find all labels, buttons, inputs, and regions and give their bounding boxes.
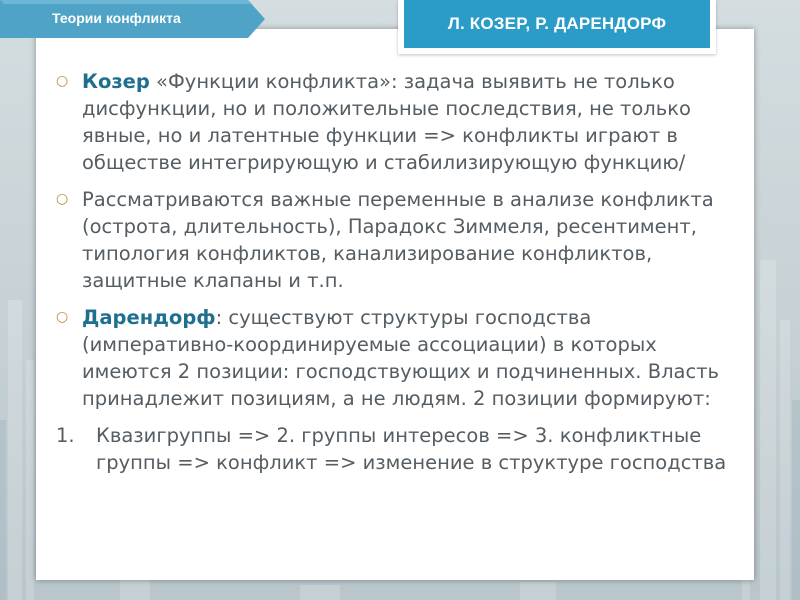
title-box [398,0,716,54]
numbered-item-text: Квазигруппы => 2. группы интересов => 3. конфликтные группы => конфликт => изменение в структуре господства [96,424,727,474]
section-tab-label: Теории конфликта [52,10,181,26]
numbered-item-number: 1. [56,424,75,447]
bullet-text: «Функции конфликта»: задача выявить не только дисфункции, но и положительные последствия, не только явные, но и латентные функции => конфликты играют в обществе интегрирующую и стабилизирующую функцию/ [82,70,691,174]
bullet-term: Дарендорф [82,306,216,329]
bullet-text: Рассматриваются важные переменные в анализе конфликта (острота, длительность), Парадокс Зиммеля, ресентимент, типология конфликтов, канализирование конфликтов, защитные клапаны и т.п. [82,188,714,292]
bullet-circle-icon: ○ [56,309,69,325]
bullet-term: Козер [82,70,150,93]
title-banner [404,0,710,48]
slide-title: Л. КОЗЕР, Р. ДАРЕНДОРФ [447,14,667,33]
section-tab [0,0,265,38]
slide-content [56,68,746,476]
bullet-circle-icon: ○ [56,73,69,89]
bullet-text: : существуют структуры господства (императивно-координируемые ассоциации) в которых имеются 2 позиции: господствующих и подчиненных. Власть принадлежит позициям, а не людям. 2 позиции формируют: [82,306,720,410]
bullet-item-dahrendorf [56,304,746,412]
bullet-circle-icon: ○ [56,191,69,207]
bullet-item-koser [56,68,746,176]
bullet-item-variables [56,186,746,294]
numbered-item [56,422,746,476]
